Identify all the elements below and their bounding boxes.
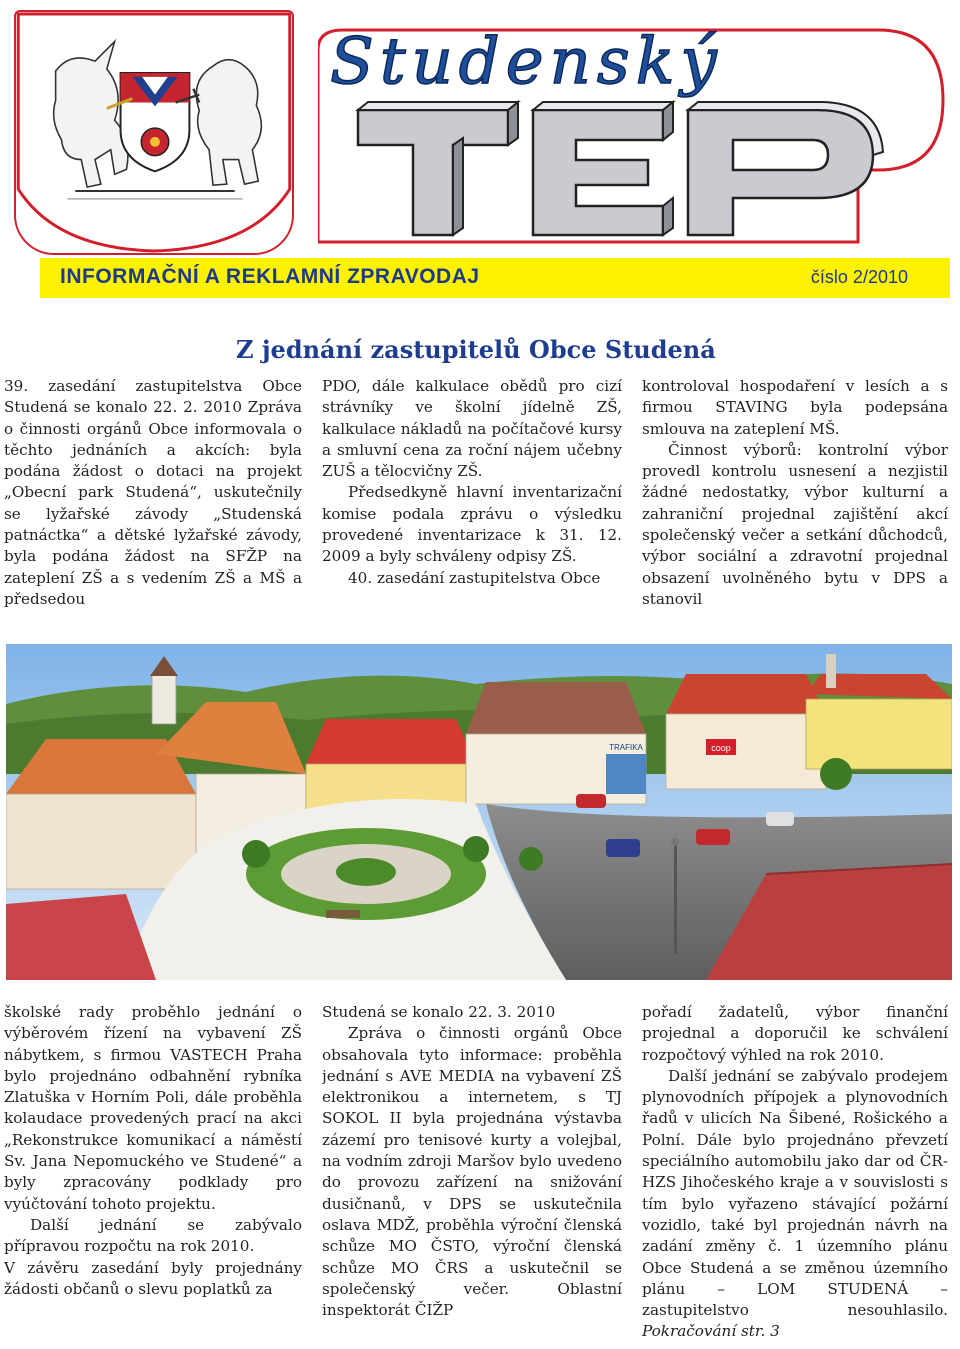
town-square-photo-icon	[6, 644, 952, 980]
issue-number: číslo 2/2010	[810, 267, 908, 287]
bottom-col3-para1: pořadí žadatelů, výbor finanční projednal a doporučil ke schválení rozpočtový výhled na rok 2010.	[642, 1003, 948, 1064]
top-col2-para3: 40. zasedání zastupitelstva Obce	[348, 568, 601, 587]
bottom-column-2	[322, 1002, 622, 1347]
top-col1-text: 39. zasedání zastupitelstva Obce Studená se konalo 22. 2. 2010 Zpráva o činnosti orgánů Obce informovala o těchto jednáních a akcích: byla podána žádost o dotaci na projekt „Obecní park Studená“, uskutečnily se lyžařské závody „Studenská patnáctka“ a dětské lyžařské závody, byla podána žádost na SFŽP na zateplení ZŠ a s vedením ZŠ a MŠ a předsedou	[4, 377, 302, 608]
bottom-col1-para2: Další jednání se zabývalo přípravou rozpočtu na rok 2010.	[4, 1215, 302, 1256]
article-headline: Z jednání zastupitelů Obce Studená	[236, 335, 716, 364]
top-col3-para2: Činnost výborů: kontrolní výbor provedl kontrolu usnesení a nezjistil žádné nedostatky, výbor kulturní a zahraniční projednal zajištění akcí společenský večer a setkání důchodců, výbor sociální a zdravotní projednal obsazení uvolněného bytu v DPS a stanovil	[642, 440, 948, 608]
top-col2-para2: Předsedkyně hlavní inventarizační komise podala zprávu o výsledku provedené inventarizace k 31. 12. 2009 a byly schváleny odpisy ZŠ.	[322, 483, 622, 566]
top-column-3	[642, 376, 948, 616]
bottom-col3-para2-text: Další jednání se zabývalo prodejem plynovodních přípojek a plynovodních řadů v ulicích Na Šibené, Rošického a Polní. Dále bylo projednáno převzetí speciálního automobilu jako dar od ČR-HZS Jihočeského kraje a v souvislosti s tím bylo vyřazeno stávající požární vozidlo, také byl projednán návrh na zadání změny č. 1 územního plánu Obce Studená a se změnou územního plánu – LOM STUDENÁ – zastupitelstvo nesouhlasilo.	[642, 1066, 948, 1320]
banner-title: INFORMAČNÍ A REKLAMNÍ ZPRAVODAJ	[60, 265, 480, 288]
coat-of-arms-icon	[16, 12, 292, 253]
top-column-2	[322, 376, 622, 616]
shop-sign-2: coop	[711, 743, 731, 753]
bottom-col3-para2	[642, 1066, 948, 1343]
continued-note: Pokračování str. 3	[642, 1322, 780, 1341]
logo-wordmark: Studenský	[330, 25, 723, 99]
bottom-col2-para2: Zpráva o činnosti orgánů Obce obsahovala tyto informace: proběhla jednání s AVE MEDIA na vybavení ZŠ elektronikou a internetem, s TJ SOKOL II byla projednána výstavba zázemí pro tenisové kurty a volejbal, na vodním zdroji Maršov bylo uvedeno do provozu zařízení na snižování dusičnanů, v DPS se uskutečnila oslava MDŽ, proběhla výroční členská schůze MO ČSTO, výroční členská schůze MO ČRS a uskutečnil se společenský večer. Oblastní inspektorát ČIŽP	[322, 1024, 622, 1320]
bottom-col1-para3: V závěru zasedání byly projednány žádosti občanů o slevu poplatků za	[4, 1258, 302, 1298]
bottom-column-3	[642, 1002, 948, 1347]
top-column-1	[4, 376, 302, 616]
town-square-photo	[6, 644, 952, 980]
top-col2-para1: PDO, dále kalkulace obědů pro cizí strávníky ve školní jídelně ZŠ, kalkulace nákladů na počítačové kursy a smluvní cena za roční nájem učebny ZUŠ a tělocvičny ZŠ.	[322, 377, 622, 481]
bottom-col1-para1: školské rady proběhlo jednání o výběrovém řízení na vybavení ZŠ nábytkem, s firmou VASTECH Praha bylo projednáno odbahnění rybníka Zlatuška v Horním Poli, dále proběhla kolaudace provedených prací na akci „Rekonstrukce komunikací a náměstí Sv. Jana Nepomuckého ve Studené“ a byly zpracovány podklady pro vyúčtování tohoto projektu.	[4, 1003, 302, 1213]
shop-sign-1: TRAFIKA	[609, 743, 643, 752]
top-col3-para1: kontroloval hospodaření v lesích a s firmou STAVING byla podepsána smlouva na zateplení MŠ.	[642, 377, 948, 438]
bottom-col2-para1: Studená se konalo 22. 3. 2010	[322, 1003, 556, 1021]
coat-of-arms	[14, 10, 294, 255]
bottom-column-1	[4, 1002, 302, 1347]
